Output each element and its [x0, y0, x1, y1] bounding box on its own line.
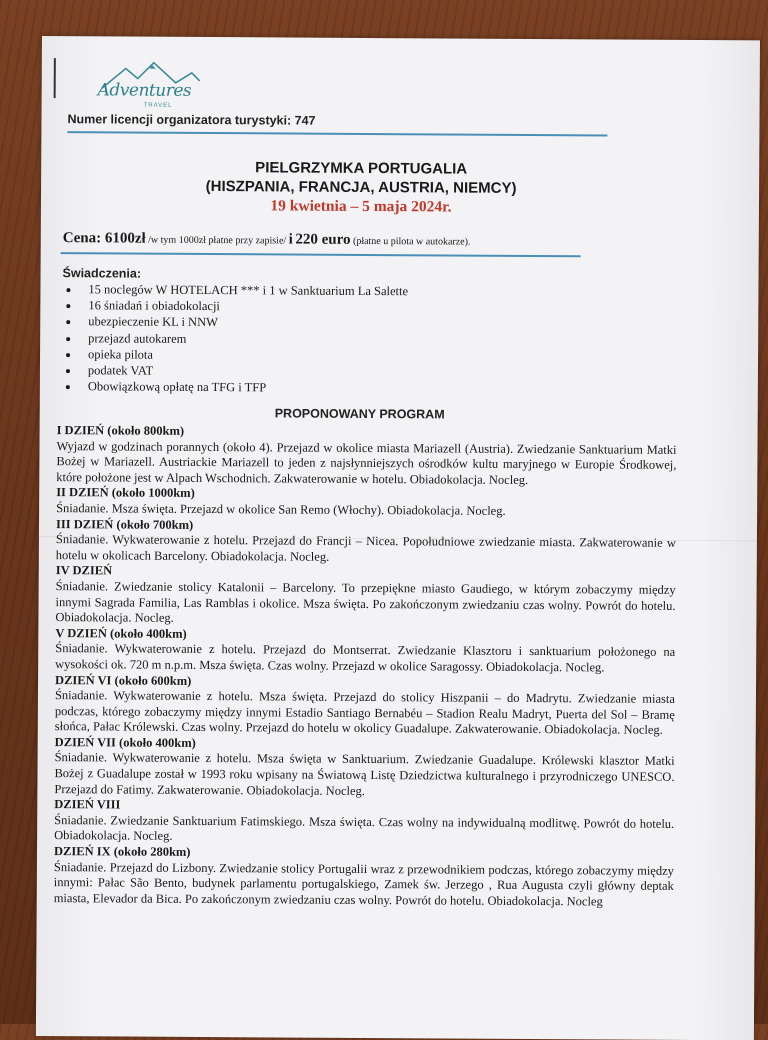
day-heading: DZIEŃ VIII: [54, 797, 121, 812]
day-description: Wyjazd w godzinach porannych (około 4). Przejazd w okolice miasta Mariazell (Austria). Zwiedzanie Sanktuarium Matki Bożej w Mariazell. Austriackie Mariazell to jeden z najsłynniejszych ośrodków kultu maryjnego w Europie Środkowej, które położone jest w Alpach Wschodnich. Zakwaterowanie w hotelu. Obiadokolacja. Nocleg.: [56, 438, 677, 487]
day-description: Śniadanie. Przejazd do Lizbony. Zwiedzanie stolicy Portugalii wraz z przewodnikiem podczas, którego zobaczymy między innymi: Pałac São Bento, budynek parlamentu portugalskiego, Zamek św. Jerzego , Rua Augusta czyli główny deptak miasta, Elevador da Bica. Po zakończonym zwiedzaniu czas wolny. Powrót do hotelu. Obiadokolacja. Nocleg: [53, 859, 674, 909]
day-heading: V DZIEŃ (około 400km): [55, 625, 187, 641]
list-item: • podatek VAT: [80, 362, 408, 380]
program-days: [54, 423, 677, 910]
benefits-list: [62, 281, 408, 396]
price-note-1: /w tym 1000zł płatne przy zapisie/: [148, 234, 287, 247]
day-heading: DZIEŃ VI (około 600km): [55, 672, 192, 688]
logo-subtext: TRAVEL: [143, 102, 173, 109]
day-block: [54, 735, 674, 801]
price-conj: i: [288, 231, 293, 248]
day-description: Śniadanie. Wykwaterowanie z hotelu. Msza święta. Przejazd do stolicy Hiszpanii – do Madrytu. Zwiedzanie miasta podczas, którego zobaczymy między innymi Estadio Santiago Bernabéu – Stadion Realu Madryt, Puerta del Sol – Bramę słońca, Pałac Królewski. Czas wolny. Przejazd do hotelu w okolicy Guadalupe. Zakwaterowanie. Obiadokolacja. Nocleg.: [54, 688, 676, 738]
header-rule: [67, 131, 607, 136]
list-item: • ubezpieczenie KL i NNW: [80, 314, 408, 332]
day-description: Śniadanie. Wykwaterowanie z hotelu. Przejazd do Montserrat. Zwiedzanie Klasztoru i sanktuarium położonego na wysokości ok. 720 m n.p.m. Msza święta. Czas wolny. Przejazd w okolice Saragossy. Obiadokolacja. Nocleg.: [55, 641, 676, 675]
list-item: • 16 śniadań i obiadokolacji: [80, 297, 408, 315]
day-description: Śniadanie. Wykwaterowanie z hotelu. Przejazd do Francji – Nicea. Popołudniowe zwiedzanie miasta. Zakwaterowanie w hotelu w okolicach Barcelony. Obiadokolacja. Nocleg.: [55, 532, 676, 564]
company-logo: [91, 58, 201, 119]
logo-script-text: Adventures: [97, 80, 192, 101]
day-block: [55, 626, 675, 677]
list-item: • Obowiązkową opłatę na TFG i TFP: [80, 378, 408, 396]
document-page: [36, 36, 760, 1040]
day-block: [55, 673, 675, 739]
list-item: • przejazd autokarem: [80, 330, 408, 348]
price-label: Cena: 6100zł: [62, 230, 146, 247]
day-heading: I DZIEŃ (około 800km): [56, 423, 185, 438]
day-description: Śniadanie. Msza święta. Przejazd w okolice San Remo (Włochy). Obiadokolacja. Nocleg.: [56, 501, 506, 518]
day-description: Śniadanie. Wykwaterowanie z hotelu. Msza święta w Sanktuarium. Zwiedzanie Guadalupe. Królewski klasztor Matki Bożej z Guadalupe został w 1993 roku wpisany na Światową Listę Dziedzictwa kulturalnego i przyrodniczego UNESCO. Przejazd do Fatimy. Zakwaterowanie. Obiadokolacja. Nocleg.: [54, 750, 675, 798]
price-amount-2: 220 euro: [295, 231, 351, 248]
title-line-2: (HISZPANIA, FRANCJA, AUSTRIA, NIEMCY): [205, 178, 517, 197]
benefits-heading: Świadczenia:: [62, 266, 142, 281]
price-rule: [61, 252, 581, 257]
list-item: • 15 noclegów W HOTELACH *** i 1 w Sanktuarium La Salette: [80, 281, 408, 299]
day-block: [54, 797, 674, 848]
day-heading: II DZIEŃ (około 1000km): [56, 485, 195, 501]
day-block: [56, 517, 676, 568]
program-heading: PROPONOWANY PROGRAM: [274, 406, 445, 422]
day-heading: DZIEŃ IX (około 280km): [53, 844, 191, 859]
day-block: [55, 563, 675, 629]
title-line-1: PIELGRZYMKA PORTUGALIA: [255, 159, 468, 178]
license-number: Numer licencji organizatora turystyki: 747: [67, 112, 316, 128]
price-line: [63, 230, 471, 249]
day-description: Śniadanie. Zwiedzanie stolicy Katalonii – Barcelony. To przepiękne miasto Gaudiego, w którym zobaczymy między innymi Sagrada Familia, Las Ramblas i okolice. Msza święta. Po zakończonym zwiedzaniu czas wolny. Powrót do hotelu. Obiadokolacja. Nocleg.: [55, 579, 676, 625]
day-block: [56, 423, 676, 489]
binder-clip-mark: [54, 58, 56, 98]
list-item: • opieka pilota: [80, 346, 408, 364]
day-heading: DZIEŃ VII (około 400km): [54, 734, 196, 750]
day-block: [54, 844, 674, 910]
trip-dates: 19 kwietnia – 5 maja 2024r.: [270, 197, 452, 216]
day-description: Śniadanie. Zwiedzanie Sanktuarium Fatimskiego. Msza święta. Czas wolny na indywidualną modlitwę. Powrót do hotelu. Obiadokolacja. Nocleg.: [54, 812, 675, 844]
price-note-2: (płatne u pilota w autokarze).: [352, 235, 471, 248]
day-block: [56, 485, 676, 520]
day-heading: IV DZIEŃ: [55, 563, 113, 578]
day-heading: III DZIEŃ (około 700km): [55, 516, 194, 532]
